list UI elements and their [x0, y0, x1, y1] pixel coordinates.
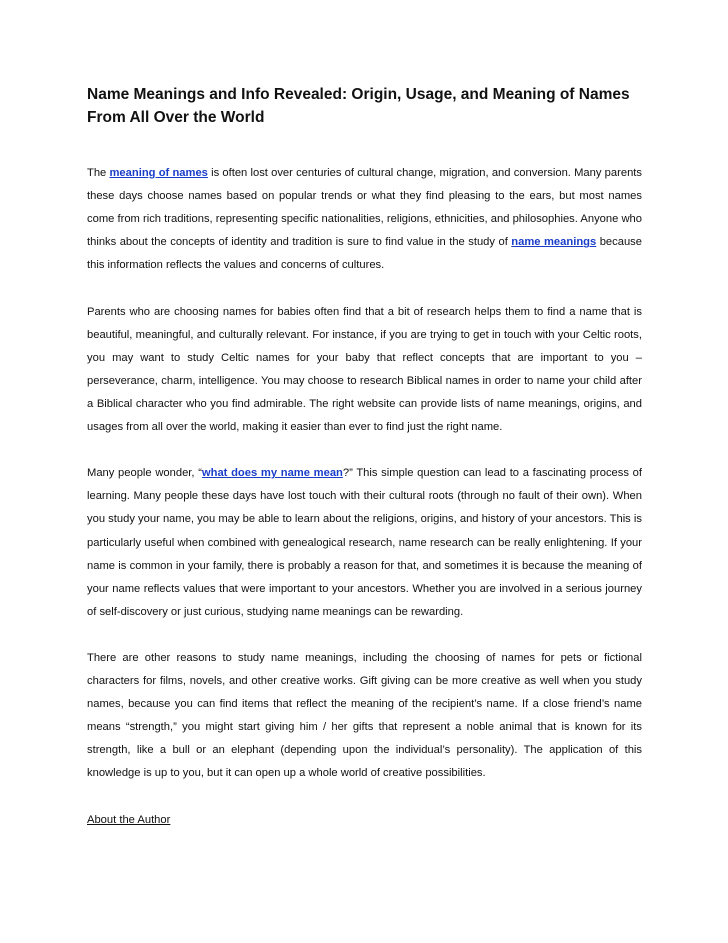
what-does-my-name-mean-link[interactable]: what does my name mean [201, 467, 343, 480]
paragraph-intro-text-3: because this information reflects the values and concerns of cultures. [87, 236, 642, 272]
paragraph-intro-text-1: The [87, 167, 110, 179]
paragraph-parents: Parents who are choosing names for babies often find that a bit of research helps them to find a name that is beautiful, meaningful, and culturally relevant. For instance, if you are trying to get in touch with your Celtic roots, you may want to study Celtic names for your baby that reflect concepts that are important to you – perseverance, charm, intelligence. You may choose to research Biblical names in order to name your child after a Biblical character who you find admirable. The right website can provide lists of name meanings, origins, and usages from all over the world, making it easier than ever to find just the right name. [87, 305, 642, 434]
paragraph-wonder-text-2: ?” This simple question can lead to a fascinating process of learning. Many people these days have lost touch with their cultural roots (through no fault of their own). When you study your name, you may be able to learn about the religions, origins, and history of your ancestors. This is particularly useful when combined with genealogical research, name research can be really enlightening. If your name is common in your family, there is probably a reason for that, and sometimes it is because the meaning of your name reflects values that were important to your ancestors. Whether you are involved in a serious journey of self-discovery or just curious, studying name meanings can be rewarding. [87, 467, 642, 618]
page-title: Name Meanings and Info Revealed: Origin, Usage, and Meaning of Names From All Over the World [87, 86, 630, 126]
name-meanings-link[interactable]: name meanings [511, 236, 597, 249]
meaning-of-names-link[interactable]: meaning of names [109, 167, 208, 179]
paragraph-wonder-text-1: Many people wonder, “ [87, 467, 202, 480]
paragraph-wonder [87, 462, 642, 624]
paragraph-intro [87, 162, 642, 277]
document-page [87, 83, 642, 832]
paragraph-intro-text-2: is often lost over centuries of cultural change, migration, and conversion. Many parents these days choose names based on popular trends or what they find pleasing to the ears, but most names come from rich traditions, representing specific nationalities, religions, ethnicities, and philosophies. Anyone who thinks about the concepts of identity and tradition is sure to find value in the study of [87, 167, 642, 249]
paragraph-other-reasons: There are other reasons to study name meanings, including the choosing of names for pets or fictional characters for films, novels, and other creative works. Gift giving can be more creative as well when you study names, because you can find items that reflect the meaning of the recipient’s name. If a close friend’s name means “strength,” you might start giving him / her gifts that represent a noble animal that is known for its strength, like a bull or an elephant (depending upon the individual’s personality). The application of this knowledge is up to you, but it can open up a whole world of creative possibilities. [87, 651, 642, 780]
about-the-author-link[interactable]: About the Author [87, 813, 171, 826]
